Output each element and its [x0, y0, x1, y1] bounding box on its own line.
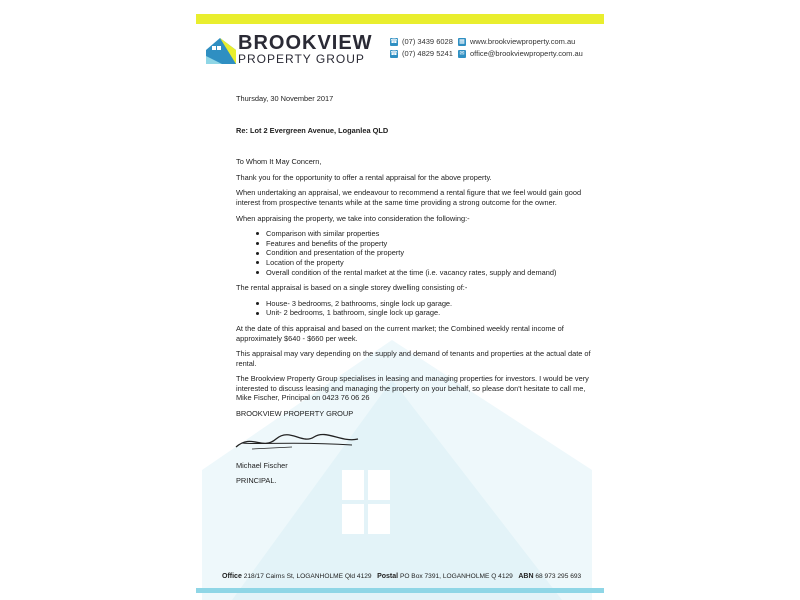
- signer-name: Michael Fischer: [236, 460, 288, 470]
- letter-body: [236, 94, 591, 492]
- paragraph: Thank you for the opportunity to offer a rental appraisal for the above property.: [236, 172, 492, 182]
- paragraph: The rental appraisal is based on a single storey dwelling consisting of:-: [236, 283, 468, 293]
- contact-email[interactable]: ✉ office@brookviewproperty.com.au: [459, 49, 583, 58]
- footer-office-address: 218/17 Cairns St, LOGANHOLME Qld 4129: [243, 573, 372, 580]
- company-signoff: BROOKVIEW PROPERTY GROUP: [236, 409, 354, 419]
- contact-phone-2: ☎ (07) 4829 5241: [390, 49, 453, 58]
- footer-postal-label: Postal: [377, 573, 399, 580]
- brand-subtitle: PROPERTY GROUP: [238, 52, 365, 66]
- paragraph: When appraising the property, we take into consideration the following:-: [236, 213, 470, 223]
- footer-office-label: Office: [222, 573, 242, 580]
- letter-subject: Re: Lot 2 Evergreen Avenue, Loganlea QLD: [236, 125, 389, 135]
- handwritten-signature: [232, 425, 362, 455]
- list-item: House- 3 bedrooms, 2 bathrooms, single lock up garage.: [256, 299, 591, 309]
- phone-icon: ☎: [390, 50, 398, 57]
- contact-website[interactable]: ▦ www.brookviewproperty.com.au: [459, 37, 576, 46]
- dwelling-list: [236, 299, 591, 318]
- paragraph: This appraisal may vary depending on the supply and demand of tenants and properties at the actual date of rental.: [236, 349, 591, 368]
- paragraph: The Brookview Property Group specialises in leasing and managing properties for investors. I would be very interested to discuss leasing and managing the property on your behalf, so please don't hesitate to call me, Mike Fischer, Principal on 0423 76 06 26: [236, 374, 589, 403]
- letter-page: [192, 0, 608, 600]
- brand-name: BROOKVIEW: [238, 32, 373, 54]
- paragraph: When undertaking an appraisal, we endeavour to recommend a rental figure that we feel would gain good interest from prospective tenants while at the same time providing a strong outcome for the owner.: [236, 188, 582, 207]
- list-item: Condition and presentation of the property: [256, 248, 591, 258]
- signer-title: PRINCIPAL.: [236, 476, 277, 486]
- list-item: Overall condition of the rental market at the time (i.e. vacancy rates, supply and demand): [256, 268, 591, 278]
- salutation: To Whom It May Concern,: [236, 157, 322, 167]
- top-accent-stripe: [196, 14, 604, 24]
- phone-icon: ☎: [390, 38, 398, 45]
- list-item: Location of the property: [256, 258, 591, 268]
- letter-date: Thursday, 30 November 2017: [236, 94, 334, 103]
- web-icon: ▦: [459, 38, 465, 45]
- paragraph: At the date of this appraisal and based on the current market; the Combined weekly rental income of approximately $640 - $660 per week.: [236, 323, 564, 343]
- contact-phone-1: ☎ (07) 3439 6028: [390, 37, 453, 46]
- footer-abn-label: ABN: [518, 573, 534, 580]
- list-item: Features and benefits of the property: [256, 239, 591, 249]
- email-icon: ✉: [459, 50, 465, 57]
- bottom-accent-stripe: [196, 588, 604, 593]
- list-item: Unit- 2 bedrooms, 1 bathroom, single lock up garage.: [256, 308, 591, 318]
- footer: [222, 573, 592, 581]
- footer-abn-value: 68 973 295 693: [535, 573, 582, 580]
- list-item: Comparison with similar properties: [256, 229, 591, 239]
- considerations-list: [236, 229, 591, 277]
- footer-postal-address: PO Box 7391, LOGANHOLME Q 4129: [399, 573, 513, 580]
